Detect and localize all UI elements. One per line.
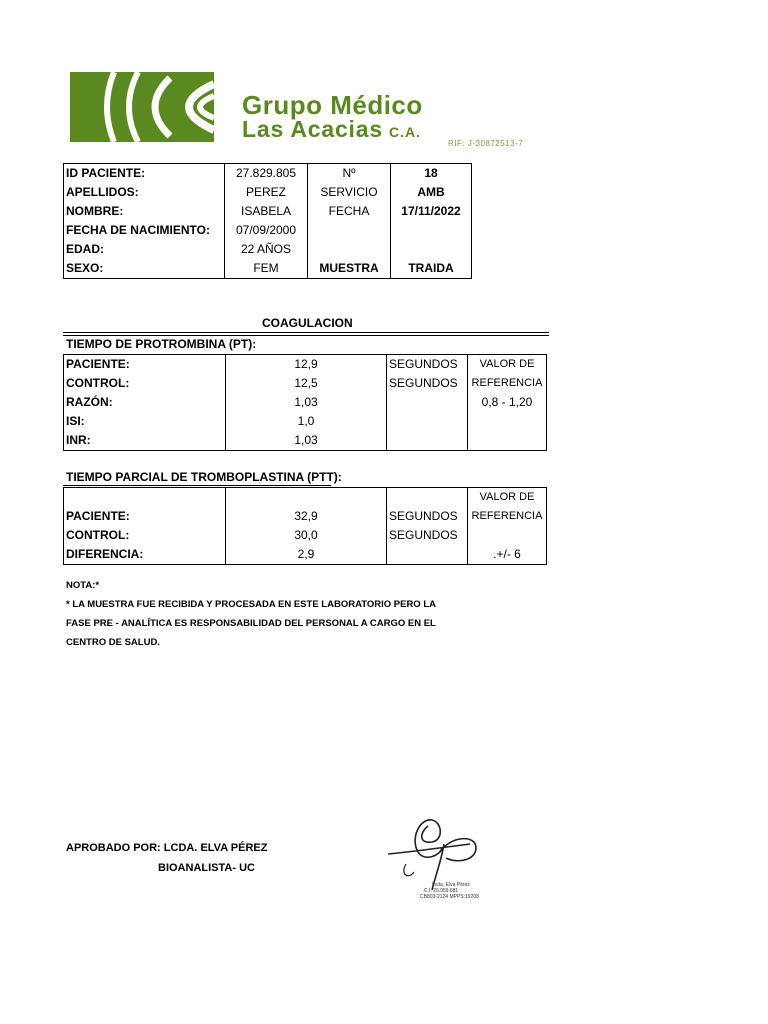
row-value: 12,5 (226, 374, 387, 393)
field-label (308, 221, 391, 240)
row-label: CONTROL: (66, 376, 130, 390)
row-value: 1,03 (226, 431, 387, 451)
row-value: 32,9 (226, 507, 387, 526)
row-value: 1,03 (226, 393, 387, 412)
row-value: 12,9 (226, 355, 387, 375)
table-row (64, 202, 472, 221)
row-label: FECHA DE NACIMIENTO: (66, 223, 210, 237)
row-value (226, 488, 387, 508)
reference-label: REFERENCIA (471, 510, 543, 522)
row-label: PACIENTE: (66, 509, 130, 523)
row-value: 1,0 (226, 412, 387, 431)
signature-name: Lcda. Elva Pérez (432, 882, 470, 888)
field-value (391, 221, 472, 240)
brand-name-line2: Las Acacias C.A. (242, 116, 421, 142)
table-row (64, 355, 547, 375)
row-value: 27.829.805 (225, 164, 308, 184)
row-unit: SEGUNDOS (387, 374, 468, 393)
table-row (64, 393, 547, 412)
row-unit: SEGUNDOS (387, 355, 468, 375)
table-row (64, 259, 472, 279)
table-row (64, 183, 472, 202)
row-unit (387, 488, 468, 508)
signature-registration: CB803-2124 MPPS:19208 (420, 894, 479, 900)
reference-value (468, 431, 547, 451)
brand-suffix: C.A. (388, 124, 421, 140)
signature-ci: C.I. 20.959.681 (424, 888, 459, 894)
row-value: PEREZ (225, 183, 308, 202)
table-row (64, 488, 547, 508)
pt-title: TIEMPO DE PROTROMBINA (PT): (66, 337, 257, 351)
field-label: MUESTRA (308, 259, 391, 279)
row-value: 22 AÑOS (225, 240, 308, 259)
field-label: FECHA (308, 202, 391, 221)
reference-label: VALOR DE (479, 358, 535, 370)
note-line: CENTRO DE SALUD. (66, 637, 160, 648)
row-label: ISI: (66, 414, 85, 428)
row-unit (387, 393, 468, 412)
ptt-title-underline (63, 485, 331, 486)
row-label: CONTROL: (66, 528, 130, 542)
reference-label: VALOR DE (479, 491, 535, 503)
field-value: AMB (417, 185, 445, 199)
table-row (64, 164, 472, 184)
field-label: SERVICIO (308, 183, 391, 202)
row-label (64, 488, 226, 508)
double-divider (63, 332, 549, 336)
approver-title: BIOANALISTA- UC (158, 862, 255, 874)
reference-value (468, 412, 547, 431)
approved-by: APROBADO POR: LCDA. ELVA PÉREZ (66, 842, 268, 854)
row-unit: SEGUNDOS (387, 526, 468, 545)
row-label: INR: (66, 433, 91, 447)
section-title: COAGULACION (262, 316, 353, 330)
row-value: 2,9 (226, 545, 387, 565)
row-label: SEXO: (66, 261, 104, 275)
ptt-results-table (63, 487, 547, 565)
row-unit (387, 431, 468, 451)
pt-results-table (63, 354, 547, 451)
row-value: FEM (225, 259, 308, 279)
table-row (64, 221, 472, 240)
row-value: 30,0 (226, 526, 387, 545)
reference-value (468, 526, 547, 545)
row-label: DIFERENCIA: (66, 547, 144, 561)
brand-name-line1: Grupo Médico (242, 90, 423, 120)
field-label (308, 240, 391, 259)
field-value: TRAIDA (408, 261, 454, 275)
field-label: Nº (308, 164, 391, 184)
patient-info-table (63, 163, 472, 279)
row-label: APELLIDOS: (66, 185, 139, 199)
reference-value: .+/- 6 (493, 547, 521, 561)
row-value: ISABELA (225, 202, 308, 221)
field-value: 18 (424, 166, 438, 180)
field-value: 17/11/2022 (401, 204, 461, 218)
field-value (391, 240, 472, 259)
row-unit (387, 545, 468, 565)
note-title: NOTA:* (66, 580, 100, 591)
rif-number: RIF: J-30872513-7 (448, 139, 524, 148)
table-row (64, 374, 547, 393)
signature (380, 808, 510, 908)
row-label: EDAD: (66, 242, 104, 256)
reference-label: REFERENCIA (471, 377, 543, 389)
ptt-title: TIEMPO PARCIAL DE TROMBOPLASTINA (PTT): (66, 470, 342, 484)
table-row (64, 412, 547, 431)
table-row (64, 240, 472, 259)
row-label: ID PACIENTE: (66, 166, 146, 180)
reference-value: 0,8 - 1,20 (481, 395, 533, 409)
note-line: * LA MUESTRA FUE RECIBIDA Y PROCESADA EN ESTE LABORATORIO PERO LA (66, 599, 437, 610)
table-row (64, 526, 547, 545)
note-line: FASE PRE - ANALÍTICA ES RESPONSABILIDAD DEL PERSONAL A CARGO EN EL (66, 618, 436, 629)
row-label: RAZÓN: (66, 395, 113, 409)
row-label: PACIENTE: (66, 357, 130, 371)
row-unit (387, 412, 468, 431)
table-row (64, 545, 547, 565)
table-row (64, 507, 547, 526)
table-row (64, 431, 547, 451)
row-label: NOMBRE: (66, 204, 124, 218)
row-value: 07/09/2000 (225, 221, 308, 240)
row-unit: SEGUNDOS (387, 507, 468, 526)
